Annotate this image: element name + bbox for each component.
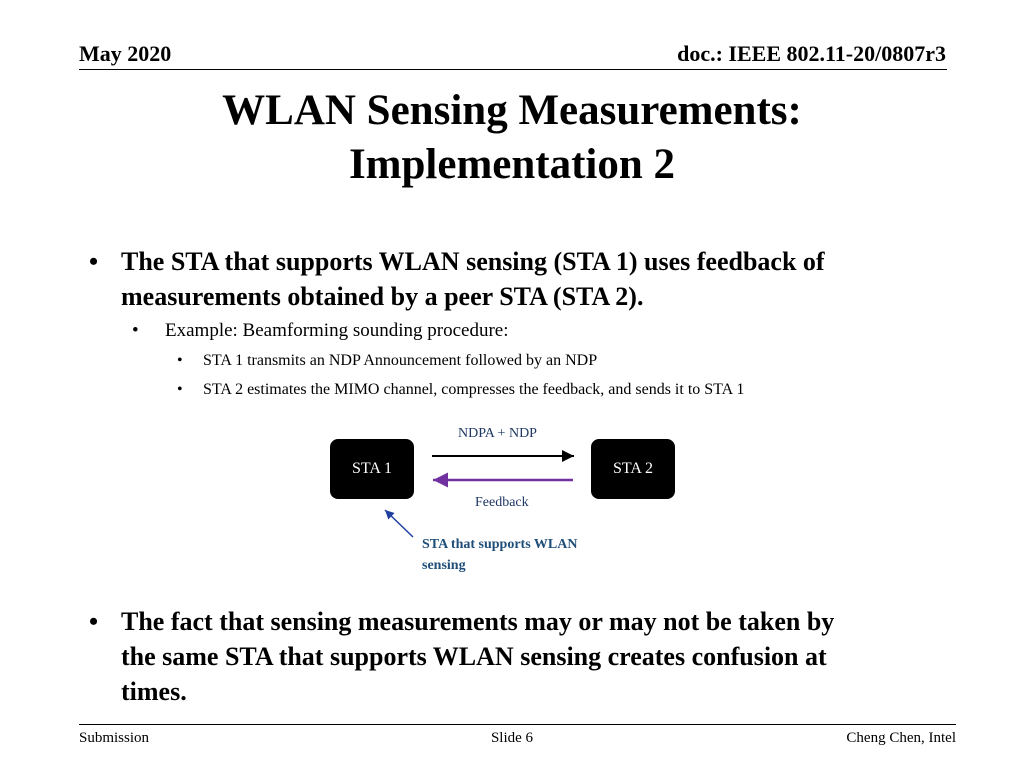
forward-arrow-label: NDPA + NDP [458, 426, 537, 441]
sta1-box: STA 1 [330, 439, 414, 499]
bullet-confusion-line1: The fact that sensing measurements may or may not be taken by [121, 607, 835, 636]
bullet-sta-feedback [89, 244, 939, 314]
footer-slide-number: Slide 6 [490, 730, 534, 746]
subsub-bullet-mimo-text: STA 2 estimates the MIMO channel, compresses the feedback, and sends it to STA 1 [203, 381, 745, 398]
slide-title-line1: WLAN Sensing Measurements: [222, 87, 802, 134]
header-date: May 2020 [79, 41, 172, 66]
note-pointer-arrow [385, 510, 413, 537]
footer-author: Cheng Chen, Intel [846, 730, 956, 746]
bullet-sta-feedback-line2: measurements obtained by a peer STA (STA 2). [121, 282, 644, 311]
bullet-confusion [89, 604, 939, 709]
sensing-sta-note-line2: sensing [422, 558, 466, 573]
bullet-confusion-line2: the same STA that supports WLAN sensing creates confusion at [121, 642, 827, 671]
bullet-dot: • [132, 320, 139, 341]
slide-title [0, 84, 1024, 192]
bullet-dot: • [177, 352, 183, 369]
sensing-sta-note-line1: STA that supports WLAN [422, 537, 578, 552]
sta2-box: STA 2 [591, 439, 675, 499]
header-doc-id: doc.: IEEE 802.11-20/0807r3 [677, 41, 946, 66]
subsub-bullet-mimo [177, 379, 744, 401]
sub-bullet-example [132, 319, 509, 343]
bullet-dot: • [177, 381, 183, 398]
footer-submission: Submission [79, 730, 150, 746]
slide-title-line2: Implementation 2 [348, 141, 676, 188]
bullet-dot: • [89, 247, 99, 276]
bullet-sta-feedback-line1: The STA that supports WLAN sensing (STA 1) uses feedback of [121, 247, 825, 276]
feedback-arrow-label: Feedback [475, 495, 529, 510]
subsub-bullet-ndp [177, 350, 597, 372]
bullet-dot: • [89, 607, 99, 636]
sub-bullet-example-text: Example: Beamforming sounding procedure: [165, 320, 509, 341]
footer-divider [79, 724, 956, 725]
header-divider [79, 69, 947, 70]
sensing-sta-note [422, 534, 642, 576]
bullet-confusion-line3: times. [121, 677, 187, 706]
subsub-bullet-ndp-text: STA 1 transmits an NDP Announcement followed by an NDP [203, 352, 598, 369]
